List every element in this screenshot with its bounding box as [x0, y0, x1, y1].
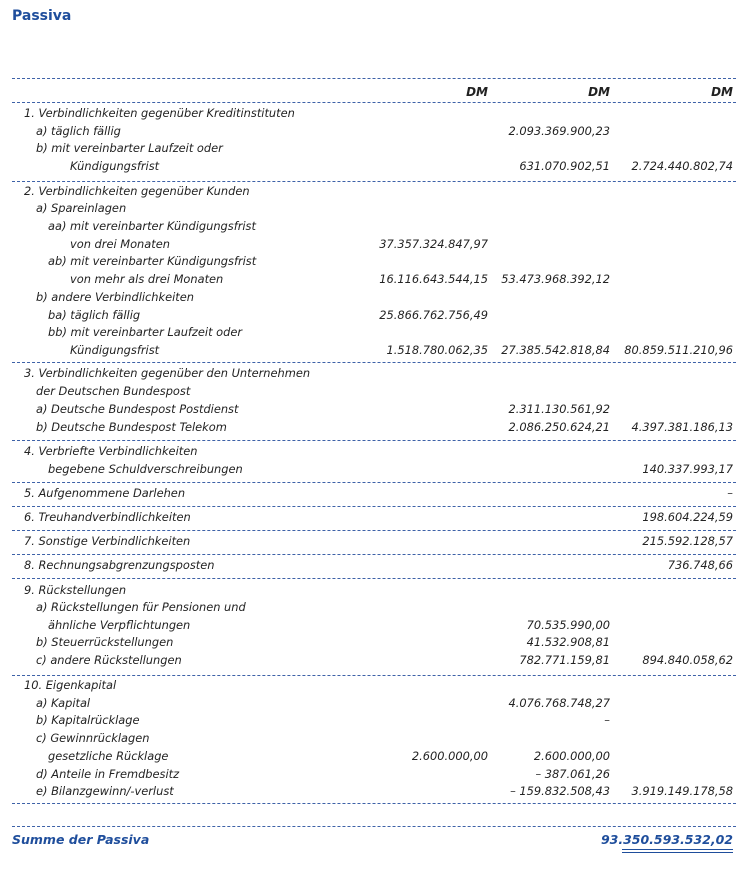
row-label: 6. Treuhandverbindlichkeiten: [24, 510, 191, 524]
total-value: 93.350.593.532,02: [600, 832, 733, 847]
row-label: b) andere Verbindlichkeiten: [36, 290, 194, 304]
divider: [12, 578, 736, 579]
row-label: von mehr als drei Monaten: [70, 272, 224, 286]
divider: [12, 181, 736, 182]
table-row: [0, 184, 750, 201]
row-label: aa) mit vereinbarter Kündigungsfrist: [48, 219, 256, 233]
table-row: [0, 486, 750, 503]
row-value-c1: 37.357.324.847,97: [379, 237, 488, 251]
row-label: a) Deutsche Bundespost Postdienst: [36, 402, 239, 416]
row-label: Kündigungsfrist: [70, 159, 160, 173]
row-value-c2: 41.532.908,81: [526, 635, 610, 649]
table-row: [0, 767, 750, 784]
table-row: [0, 534, 750, 551]
row-value-c3: 80.859.511.210,96: [624, 343, 733, 357]
table-row: [0, 402, 750, 419]
row-label: 5. Aufgenommene Darlehen: [24, 486, 186, 500]
table-row: [0, 678, 750, 695]
row-label: d) Anteile in Fremdbesitz: [36, 767, 180, 781]
row-label: Kündigungsfrist: [70, 343, 160, 357]
table-row: [0, 583, 750, 600]
row-label: a) Spareinlagen: [36, 201, 127, 215]
column-header: DM: [466, 85, 488, 99]
divider: [12, 675, 736, 676]
row-label: a) Kapital: [36, 696, 91, 710]
table-row: [0, 420, 750, 437]
divider: [12, 506, 736, 507]
row-label: 4. Verbriefte Verbindlichkeiten: [24, 444, 198, 458]
page-title: Passiva: [12, 8, 72, 24]
row-label: b) mit vereinbarter Laufzeit oder: [36, 141, 223, 155]
divider: [12, 554, 736, 555]
row-label: e) Bilanzgewinn/-verlust: [36, 784, 174, 798]
row-value-c2: 782.771.159,81: [519, 653, 610, 667]
table-row: [0, 141, 750, 158]
divider: [12, 530, 736, 531]
divider: [12, 826, 736, 827]
total-underline: [622, 852, 733, 853]
row-value-c1: 1.518.780.062,35: [386, 343, 488, 357]
table-row: [0, 325, 750, 342]
row-label: b) Deutsche Bundespost Telekom: [36, 420, 227, 434]
row-label: ähnliche Verpflichtungen: [48, 618, 191, 632]
row-value-c3: 894.840.058,62: [642, 653, 733, 667]
divider: [12, 440, 736, 441]
row-label: 1. Verbindlichkeiten gegenüber Kreditinstituten: [24, 106, 295, 120]
table-row: [0, 159, 750, 176]
table-row: [0, 653, 750, 670]
row-value-c2: 2.093.369.900,23: [508, 124, 610, 138]
row-value-c2: 27.385.542.818,84: [501, 343, 610, 357]
row-label: 9. Rückstellungen: [24, 583, 127, 597]
table-row: [0, 784, 750, 801]
divider: [12, 102, 736, 103]
table-row: [0, 510, 750, 527]
table-row: [0, 237, 750, 254]
divider: [12, 803, 736, 804]
row-value-c2: –: [604, 713, 610, 727]
row-label: c) andere Rückstellungen: [36, 653, 182, 667]
row-value-c3: 140.337.993,17: [642, 462, 733, 476]
row-value-c3: 3.919.149.178,58: [631, 784, 733, 798]
row-value-c2: 2.086.250.624,21: [508, 420, 610, 434]
row-label: bb) mit vereinbarter Laufzeit oder: [48, 325, 243, 339]
row-value-c2: 70.535.990,00: [526, 618, 610, 632]
total-label: Summe der Passiva: [12, 832, 150, 847]
row-value-c2: 631.070.902,51: [519, 159, 610, 173]
table-row: [0, 618, 750, 635]
divider: [12, 78, 736, 79]
row-label: 7. Sonstige Verbindlichkeiten: [24, 534, 191, 548]
table-row: [0, 558, 750, 575]
column-header: DM: [588, 85, 610, 99]
table-row: [0, 290, 750, 307]
row-label: begebene Schuldverschreibungen: [48, 462, 243, 476]
row-value-c2: – 159.832.508,43: [510, 784, 610, 798]
table-row: [0, 343, 750, 360]
row-value-c3: 736.748,66: [667, 558, 733, 572]
row-label: gesetzliche Rücklage: [48, 749, 169, 763]
column-header: DM: [711, 85, 733, 99]
row-label: 3. Verbindlichkeiten gegenüber den Unternehmen: [24, 366, 311, 380]
row-label: ba) täglich fällig: [48, 308, 141, 322]
row-value-c2: 2.600.000,00: [533, 749, 610, 763]
table-row: [0, 366, 750, 383]
table-row: [0, 696, 750, 713]
table-row: [0, 444, 750, 461]
row-value-c3: 2.724.440.802,74: [631, 159, 733, 173]
row-label: c) Gewinnrücklagen: [36, 731, 150, 745]
row-label: b) Steuerrückstellungen: [36, 635, 174, 649]
row-value-c3: –: [727, 486, 733, 500]
row-value-c3: 4.397.381.186,13: [631, 420, 733, 434]
table-row: [0, 308, 750, 325]
table-row: [0, 749, 750, 766]
row-label: b) Kapitalrücklage: [36, 713, 140, 727]
row-label: 2. Verbindlichkeiten gegenüber Kunden: [24, 184, 250, 198]
row-value-c2: 2.311.130.561,92: [508, 402, 610, 416]
divider: [12, 362, 736, 363]
table-row: [0, 254, 750, 271]
row-value-c1: 25.866.762.756,49: [379, 308, 488, 322]
table-row: [0, 713, 750, 730]
row-label: a) täglich fällig: [36, 124, 121, 138]
row-value-c2: 53.473.968.392,12: [501, 272, 610, 286]
row-label: 10. Eigenkapital: [24, 678, 117, 692]
table-row: [0, 272, 750, 289]
table-row: [0, 600, 750, 617]
row-value-c3: 198.604.224,59: [642, 510, 733, 524]
row-label: a) Rückstellungen für Pensionen und: [36, 600, 246, 614]
table-row: [0, 219, 750, 236]
row-label: der Deutschen Bundespost: [36, 384, 191, 398]
row-value-c1: 16.116.643.544,15: [379, 272, 488, 286]
divider: [12, 482, 736, 483]
row-value-c2: – 387.061,26: [535, 767, 610, 781]
row-label: ab) mit vereinbarter Kündigungsfrist: [48, 254, 257, 268]
table-row: [0, 106, 750, 123]
row-label: 8. Rechnungsabgrenzungsposten: [24, 558, 215, 572]
table-row: [0, 731, 750, 748]
row-value-c3: 215.592.128,57: [642, 534, 733, 548]
table-row: [0, 124, 750, 141]
table-row: [0, 384, 750, 401]
table-row: [0, 201, 750, 218]
table-row: [0, 635, 750, 652]
table-row: [0, 462, 750, 479]
row-label: von drei Monaten: [70, 237, 170, 251]
row-value-c2: 4.076.768.748,27: [508, 696, 610, 710]
row-value-c1: 2.600.000,00: [411, 749, 488, 763]
total-underline: [622, 849, 733, 850]
